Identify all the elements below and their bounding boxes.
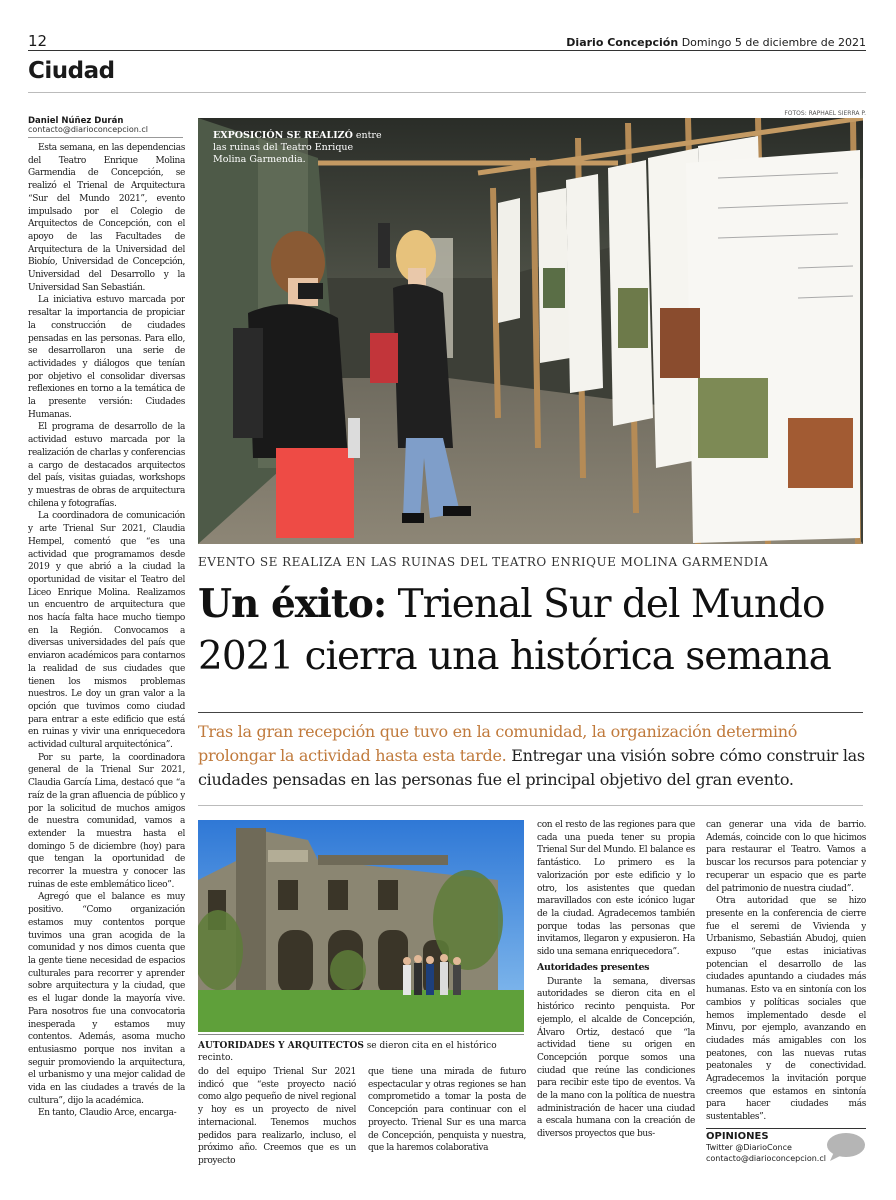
header-rule [28, 50, 866, 51]
paragraph: do del equipo Trienal Sur 2021 indicó que “este proyecto nació como algo pequeño de nivel regional y hoy es un proyecto de nivel internacional. Tenemos muchos pedidos para realizarlo, incluso, el próximo año. Creemos que es un proyecto [198, 1067, 356, 1166]
page-number: 12 [28, 32, 48, 50]
byline-author: Daniel Núñez Durán [28, 116, 124, 126]
issue-date: Domingo 5 de diciembre de 2021 [681, 36, 866, 49]
section-rule [28, 92, 866, 93]
article-column-5 [706, 819, 866, 1124]
headline-rule [198, 712, 863, 713]
paragraph: Por su parte, la coordinadora general de la Trienal Sur 2021, Claudia García Lima, destacó que “a raíz de la gran afluencia de público y por la solicitud de muchos amigos de nuestra comunidad, vamos a extender la muestra hasta el domingo 5 de diciembre (hoy) para que tengan la oportunidad de recorrer la muestra y conocer las ruinas de este emblemático liceo”. [28, 752, 185, 890]
subhead: Autoridades presentes [537, 961, 650, 973]
caption-lead: EXPOSICIÓN SE REALIZÓ [213, 130, 353, 141]
photo-credit: FOTOS: RAPHAEL SIERRA P. [784, 110, 866, 117]
caption-text: se dieron cita en el histórico recinto. [198, 1041, 497, 1063]
lead-rule [198, 805, 863, 806]
headline [198, 578, 868, 683]
paragraph: que tiene una mirada de futuro espectacular y otras regiones se han comprometido a tomar la posta de Concepción para continuar con el proyecto. Trienal Sur es una marca de Concepción, penquista y nuestra, que la haremos colaborativa [368, 1067, 526, 1154]
paragraph: can generar una vida de barrio. Además, coincide con lo que hicimos para restaurar el Teatro. Vamos a buscar los recursos para potenciar y recuperar un espacio que es parte del patrimonio de nuestra ciudad”. [706, 820, 866, 894]
byline-rule [28, 137, 183, 138]
caption-rule [198, 1034, 524, 1035]
paragraph: Durante la semana, diversas autoridades se dieron cita en el histórico recinto penquista. Por ejemplo, el alcalde de Concepción, Álvaro Ortiz, destacó que “la actividad tiene su origen en Concepción porque somos una ciudad que reúne las condiciones para recibir este tipo de eventos. Va de la mano con la política de nuestra administración de hacer una ciudad a escala humana con la creación de diversos proyectos que bus- [537, 976, 695, 1140]
lead-accent: Tras la gran recepción que tuvo en la comunidad, la organización determinó prolongar la actividad hasta esta tarde. [198, 722, 798, 765]
paragraph: Agregó que el balance es muy positivo. “Como organización estamos muy contentos porque tuvimos una gran acogida de la comunidad y nos dimos cuenta que la gente tiene necesidad de espacios culturales para recorrer y aprender sobre arquitectura y la ciudad, que es el lugar donde la mayoría vive. Para nosotros fue una convocatoria inesperada y estamos muy contentos. Además, asoma mucho entusiasmo porque nos invitan a seguir promoviendo la arquitectura, el urbanismo y una mejor calidad de vida en las ciudades a través de la cultura”, dijo la académica. [28, 892, 185, 1106]
exhibition-corridor-illustration [198, 118, 863, 544]
paragraph: El programa de desarrollo de la actividad estuvo marcada por la realización de charlas y conferencias a cargo de destacados arquitectos del país, visitas guiadas, workshops y muestras de obras de arquitectura chilena y fotografías. [28, 422, 185, 509]
headline-rest: Trienal Sur del Mundo 2021 cierra una histórica semana [198, 582, 831, 679]
caption-lead: AUTORIDADES Y ARQUITECTOS [198, 1041, 364, 1051]
lead-paragraph [198, 720, 868, 792]
newspaper-name: Diario Concepción [566, 36, 679, 49]
ruins-photo-caption [198, 1040, 528, 1064]
section-title: Ciudad [28, 58, 115, 84]
paragraph: La coordinadora de comunicación y arte Trienal Sur 2021, Claudia Hempel, comentó que “es una actividad que programamos desde 2019 y que abrió a la ciudad la oportunidad de visitar el Teatro del Liceo Enrique Molina. Realizamos un encuentro de arquitectura que nos hacía falta hace mucho tiempo en la Región. Convocamos a diversas universidades del país que enviaron académicos para contarnos la realidad de sus ciudades que tienen los mismos problemas nuestros. Le doy un gran valor a la opción que tuvimos como ciudad para entrar a este edificio que está en ruinas y vivir una enriquecedora actividad cultural arquitectónica”. [28, 511, 185, 751]
theater-ruins-illustration [198, 820, 524, 1032]
paragraph: con el resto de las regiones para que cada una pueda tener su propia Trienal Sur del Mundo. El balance es fantástico. Lo primero es la valorización por este edificio y lo otro, los asistentes que quedan maravillados con este icónico lugar de la ciudad. Agradecemos también porque todas las personas que invitamos, llegaron y expusieron. Ha sido una semana enriquecedora”. [537, 820, 695, 958]
article-column-3 [368, 1066, 526, 1194]
opinions-twitter[interactable]: Twitter @DiarioConce [706, 1143, 792, 1152]
opinions-email[interactable]: contacto@diarioconcepcion.cl [706, 1154, 826, 1163]
kicker: EVENTO SE REALIZA EN LAS RUINAS DEL TEATRO ENRIQUE MOLINA GARMENDIA [198, 555, 769, 569]
lead-rest: Entregar una visión sobre cómo construir las ciudades pensadas en las personas fue el principal objetivo del gran evento. [198, 746, 865, 789]
speech-bubble-icon [826, 1132, 866, 1166]
main-photo [198, 118, 863, 544]
main-photo-caption [213, 130, 388, 166]
paragraph: Otra autoridad que se hizo presente en la conferencia de cierre fue el seremi de Vivienda y Urbanismo, Sebastián Abudoj, quien expuso “que estas iniciativas potencian el desarrollo de las ciudades apuntando a ciudades más humanas. Esto va en sintonía con los cambios y políticas sociales que hemos implementado desde el Minvu, por ejemplo, avanzando en ciudades más amigables con los peatones, con las nuevas rutas peatonales y de conectividad. Agradecemos la invitación porque creemos que estamos en sintonía para hacer ciudades más sustentables”. [706, 896, 866, 1123]
ruins-photo [198, 820, 524, 1032]
paragraph: La iniciativa estuvo marcada por resaltar la importancia de propiciar la construcción de ciudades pensadas en las personas. Para ello, se desarrollaron una serie de actividades y diálogos que tenían por objetivo el consolidar diversas reflexiones en torno a la temática de la presente versión: Ciudades Humanas. [28, 295, 185, 420]
caption-text: entre las ruinas del Teatro Enrique Molina Garmendia. [213, 130, 382, 165]
paragraph: En tanto, Claudio Arce, encarga- [38, 1108, 177, 1119]
opinions-label: OPINIONES [706, 1131, 769, 1142]
article-column-2 [198, 1066, 356, 1194]
article-column-1 [28, 142, 185, 1194]
article-column-4 [537, 819, 695, 1194]
masthead-date [566, 36, 866, 49]
opinions-rule [706, 1128, 866, 1129]
headline-bold: Un éxito: [198, 581, 387, 627]
byline-email: contacto@diarioconcepcion.cl [28, 125, 148, 134]
paragraph: Esta semana, en las dependencias del Teatro Enrique Molina Garmendia de Concepción, se realizó el Trienal de Arquitectura “Sur del Mundo 2021”, evento impulsado por el Colegio de Arquitectos de Concepción, con el apoyo de las Facultades de Arquitectura de la Universidad del Biobío, Universidad de Concepción, Universidad del Desarrollo y la Universidad San Sebastián. [28, 143, 185, 293]
